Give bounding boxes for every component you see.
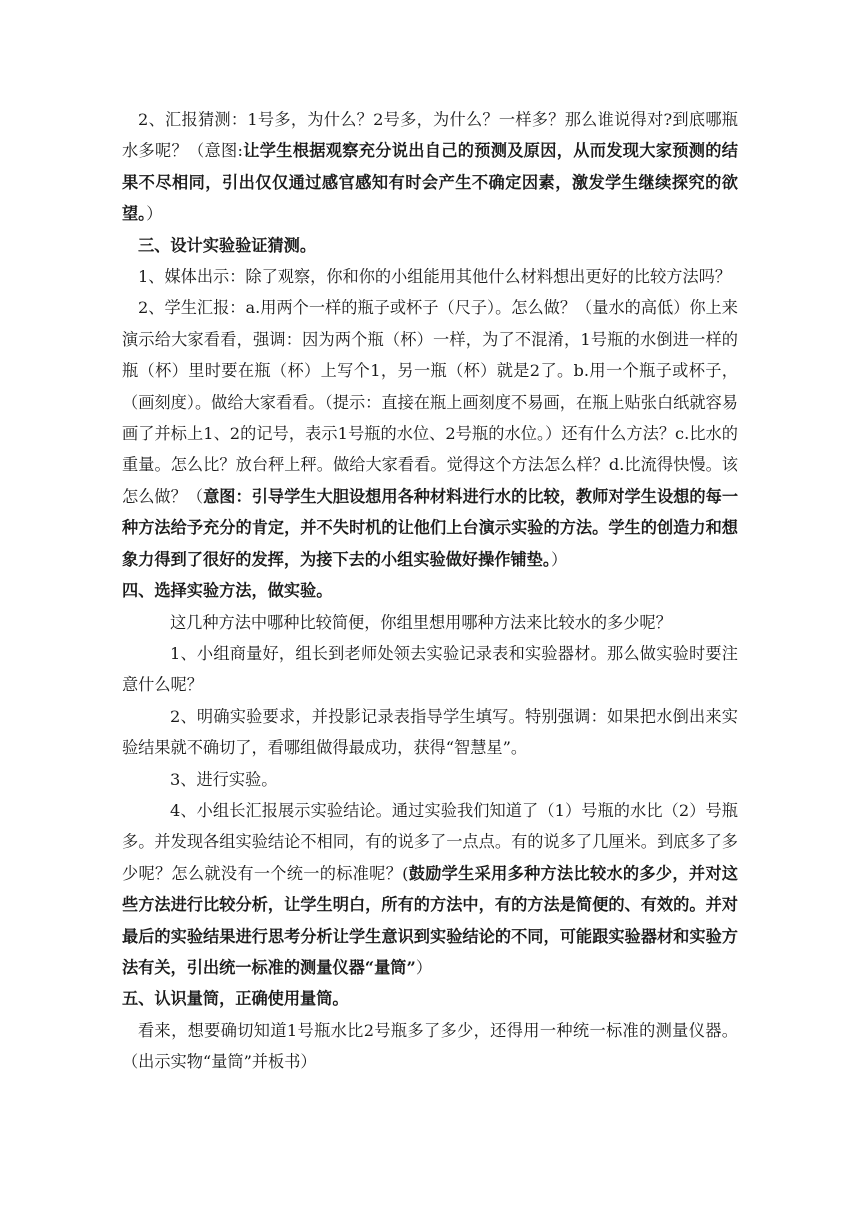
intent-note: 让学生根据观察充分说出自己的预测及原因，从而发现大家预测的结果不尽相同，引出仅仅通过感官感知有时会产生不确定因素，激发学生继续探究的欲望。 <box>122 141 738 224</box>
paragraph-text: 4、小组长汇报展示实验结论。通过实验我们知道了（1）号瓶的水比（2）号瓶多。并发现各组实验结论不相同，有的说多了一点点。有的说多了几厘米。到底多了多少呢？怎么就没有一个统一的标准呢？( <box>122 800 738 883</box>
section-heading-3: 三、设计实验验证猜测。 <box>138 235 317 255</box>
paragraph-text: 2、汇报猜测：1号多，为什么？2号多，为什么？一样多？那么谁说得对?到底哪瓶水多呢？（意图: <box>122 110 738 161</box>
paragraph-text: ） <box>146 204 163 224</box>
paragraph-text: ） <box>550 549 568 569</box>
paragraph-step-3: 3、进行实验。 <box>170 769 278 789</box>
paragraph-step-1: 1、小组商量好，组长到老师处领去实验记录表和实验器材。那么做实验时要注意什么呢？ <box>122 643 738 695</box>
paragraph-report-guess <box>122 104 738 230</box>
paragraph-student-report <box>122 292 738 575</box>
paragraph-step-4 <box>122 795 738 983</box>
paragraph-measuring-cylinder: 看来，想要确切知道1号瓶水比2号瓶多了多少，还得用一种统一标准的测量仪器。（出示实物“量筒”并板书） <box>122 1020 738 1072</box>
section-heading-5: 五、认识量筒，正确使用量筒。 <box>122 989 349 1009</box>
paragraph-text: 2、学生汇报：a.用两个一样的瓶子或杯子（尺子）。怎么做？（量水的高低）你上来演示给大家看看，强调：因为两个瓶（杯）一样，为了不混淆，1号瓶的水倒进一样的瓶（杯）里时要在瓶（杯）上写个1，另一瓶（杯）就是2了。b.用一个瓶子或杯子，（画刻度）。做给大家看看。（提示：直接在瓶上画刻度不易画，在瓶上贴张白纸就容易画了并标上1、2的记号，表示1号瓶的水位、2号瓶的水位。）还有什么方法？c.比水的重量。怎么比？放台秤上秤。做给大家看看。觉得这个方法怎么样？d.比流得快慢。该怎么做？（ <box>122 298 738 506</box>
paragraph-text: ） <box>415 957 432 977</box>
paragraph-media: 1、媒体出示：除了观察，你和你的小组能用其他什么材料想出更好的比较方法吗？ <box>138 267 732 287</box>
intent-note: 意图：引导学生大胆设想用各种材料进行水的比较，教师对学生设想的每一种方法给予充分的肯定，并不失时机的让他们上台演示实验的方法。学生的创造力和想象力得到了很好的发挥，为接下去的小组实验做好操作铺垫。 <box>122 486 739 569</box>
paragraph-choose-method: 这几种方法中哪种比较简便，你组里想用哪种方法来比较水的多少呢？ <box>170 612 672 632</box>
intent-note: 鼓励学生采用多种方法比较水的多少，并对这些方法进行比较分析，让学生明白，所有的方法中，有的方法是简便的、有效的。并对最后的实验结果进行思考分析让学生意识到实验结论的不同，可能跟实验器材和实验方法有关，引出统一标准的测量仪器“量筒” <box>122 863 738 977</box>
section-heading-4: 四、选择实验方法，做实验。 <box>122 581 333 601</box>
paragraph-step-2: 2、明确实验要求，并投影记录表指导学生填写。特别强调：如果把水倒出来实验结果就不确切了，看哪组做得最成功，获得“智慧星”。 <box>122 706 738 758</box>
document-body <box>122 104 738 1078</box>
